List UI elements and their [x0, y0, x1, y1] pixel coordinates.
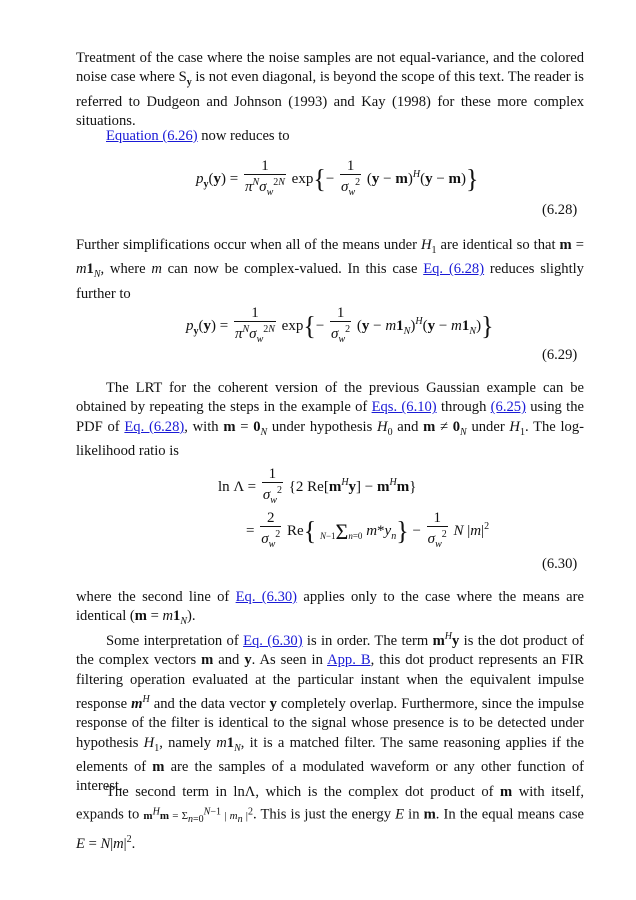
- equation-6-28-link-2[interactable]: Eq. (6.28): [124, 418, 185, 435]
- equation-6-30-line-1: ln Λ = $\frac{1}{\sigma_w^2}$ {2 $Re[m^Hy] - m^Hm$}: [218, 466, 417, 506]
- equation-6-10-link[interactable]: Eqs. (6.10): [371, 399, 437, 416]
- equation-6-29: $p_y(y)$ = $\frac{1}{\pi^N\sigma_w^{2N}}$ exp{− $\frac{1}{\sigma_w^2}$ $(y - m1_N)^H(y - m1_N)$}: [186, 305, 494, 345]
- equation-6-25-link[interactable]: (6.25): [490, 399, 526, 416]
- equation-number-6-28: (6.28): [542, 202, 578, 218]
- paragraph-5: where the second line of Eq. (6.30) applies only to the case where the means are identical $(m = m1_N)$.: [76, 589, 584, 628]
- equation-6-26-link[interactable]: Equation (6.26): [106, 128, 198, 144]
- equation-6-30-link-2[interactable]: Eq. (6.30): [243, 632, 303, 649]
- paragraph-4: The LRT for the coherent version of the previous Gaussian example can be obtained by repeating the steps in the example of Eqs. (6.10) through (6.25) using the PDF of Eq. (6.28), with $m = 0_N$ under hypothesis $H_0$ and $m \ne 0_N$ under $H_1$. The log-likelihood ratio is: [76, 380, 585, 460]
- paragraph-6: Some interpretation of Eq. (6.30) is in order. The term $m^Hy$ is the dot product of the complex vectors m and y. As seen in App. B, this dot product represents an FIR filtering operation evaluated at the particular instant when the equivalent impulse response $m^H$ and the data vector y completely overlap. Furthermore, since the impulse response of the filter is identical to the signal whose presence is to be detected under hypothesis $H_1$, namely $m1_N$, it is a matched filter. The same reasoning applies if the elements of m are the samples of a modulated waveform or any other function of interest.: [76, 631, 585, 795]
- equation-6-30-line-2: = $\frac{2}{\sigma_w^2}$ Re{ N−1Σn=0 $m*y_n$} − $\frac{1}{\sigma_w^2}$ N $|m|^2$: [246, 510, 490, 550]
- equation-number-6-30: (6.30): [542, 556, 578, 572]
- paragraph-1: Treatment of the case where the noise samples are not equal-variance, and the colored noise case where $S_y$ is not even diagonal, is beyond the scope of this text. The reader is referred to Dudgeon and Johnson (1993) and Kay (1998) for these more complex situations.: [76, 50, 584, 130]
- paragraph-3: Further simplifications occur when all of the means under $H_1$ are identical so that $m = m1_N$, where m can now be complex-valued. In this case Eq. (6.28) reduces slightly further to: [76, 237, 584, 302]
- paragraph-2: Equation (6.26) now reduces to: [106, 128, 290, 144]
- equation-6-28: $p_y(y)$ = $\frac{1}{\pi^N\sigma_w^{2N}}$ exp{− $\frac{1}{\sigma_w^2}$ $(y - m)^H(y - m)$}: [196, 158, 479, 198]
- equation-6-28-link[interactable]: Eq. (6.28): [423, 261, 485, 278]
- paragraph-7: The second term in lnΛ, which is the complex dot product of m with itself, expands to $m^Hm = \Sigma_{n=0}^{N-1}$ | $m_n$ $|^2$. This is just the energy E in m. In the equal means case $E = N|m|^2$.: [76, 784, 585, 852]
- equation-6-30-link[interactable]: Eq. (6.30): [235, 589, 298, 605]
- appendix-b-link[interactable]: App. B: [327, 652, 371, 669]
- equation-number-6-29: (6.29): [542, 347, 578, 363]
